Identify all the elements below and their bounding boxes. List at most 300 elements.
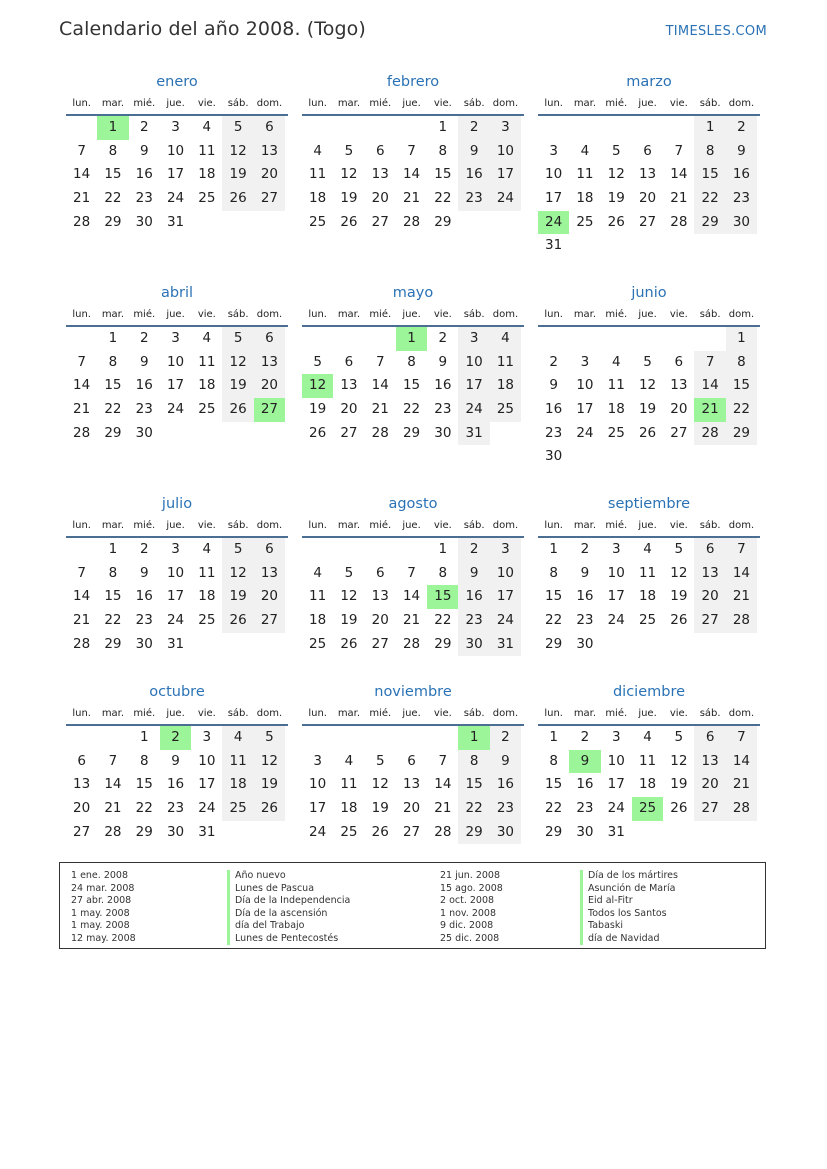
day-cell: 9 [726,140,757,164]
week-row [302,609,524,633]
weekday-label: vie. [669,309,688,320]
day-cell: 22 [104,612,122,629]
day-cell: 12 [254,750,285,774]
week-row [538,422,760,446]
day-cell: 26 [254,797,285,821]
week-row [302,797,524,821]
weekday-label: sáb. [699,98,721,109]
day-cell: 24 [198,800,216,817]
month-julio [66,494,288,656]
empty-day-cell [601,116,632,140]
week-row [538,773,760,797]
day-cell: 10 [576,377,594,394]
weekday-label: mar. [573,708,597,719]
empty-day-cell [333,116,364,140]
week-row [538,538,760,562]
day-cell: 17 [309,800,327,817]
day-cell: 8 [407,353,416,370]
holiday-day-cell: 24 [538,211,569,235]
empty-day-cell [726,234,757,258]
month-name: septiembre [607,496,691,512]
week-row [302,398,524,422]
day-cell: 12 [371,776,389,793]
week-row [538,797,760,821]
weekday-label: lun. [308,520,327,531]
weekday-label: vie. [433,98,452,109]
day-cell: 26 [340,213,358,230]
weekday-label: mar. [337,520,361,531]
day-cell: 7 [77,142,86,159]
day-cell: 3 [490,116,521,140]
day-cell: 8 [139,752,149,769]
holiday-name: Tabaski [580,920,678,933]
day-cell: 13 [638,166,657,183]
day-cell: 4 [611,353,621,370]
empty-day-cell [632,633,663,657]
month-noviembre [302,682,524,844]
day-cell: 4 [643,729,652,745]
day-cell: 6 [694,726,725,750]
day-cell: 20 [402,800,421,817]
holiday-day-cell: 21 [694,398,725,422]
month-junio [538,283,760,469]
holiday-name: día del Trabajo [227,920,350,933]
day-cell: 5 [643,353,652,370]
day-cell: 9 [458,140,489,164]
empty-day-cell [694,445,725,469]
day-cell: 13 [254,351,285,375]
day-cell: 28 [402,213,421,230]
weekday-label: sáb. [227,98,249,109]
day-cell: 3 [171,119,180,135]
day-cell: 20 [254,163,285,187]
day-cell: 27 [371,635,389,652]
week-row [302,374,524,398]
day-cell: 22 [135,800,153,817]
day-cell: 22 [694,187,725,211]
holiday-date: 1 nov. 2008 [440,907,496,919]
day-cell: 30 [135,635,153,652]
day-cell: 30 [458,633,489,657]
empty-day-cell [333,538,364,562]
legend-right-dates [440,870,503,945]
day-cell: 1 [549,541,558,557]
weekday-label: vie. [433,708,452,719]
day-cell: 20 [254,374,285,398]
weekday-label: jue. [166,520,185,531]
holiday-name: Eid al-Fitr [580,895,678,908]
day-cell: 23 [135,401,153,418]
day-cell: 10 [458,351,489,375]
day-cell: 9 [438,353,448,370]
empty-day-cell [302,538,333,562]
day-cell: 16 [135,377,153,394]
empty-day-cell [365,116,396,140]
weekday-label: dom. [256,309,283,320]
day-cell: 14 [104,776,122,793]
day-cell: 10 [309,776,327,793]
day-cell: 21 [73,612,91,629]
weekday-label: vie. [669,520,688,531]
day-cell: 20 [340,401,358,418]
day-cell: 29 [104,424,122,441]
day-cell: 6 [254,538,285,562]
weekday-label: mié. [369,520,392,531]
day-cell: 25 [222,797,253,821]
day-cell: 1 [108,541,118,557]
day-cell: 23 [545,424,563,441]
weekday-label: sáb. [699,520,721,531]
day-cell: 28 [73,424,91,441]
day-cell: 13 [670,377,688,394]
week-row [538,821,760,845]
day-cell: 24 [166,190,185,207]
day-cell: 25 [309,213,327,230]
day-cell: 17 [490,163,521,187]
day-cell: 12 [222,562,253,586]
day-cell: 11 [638,752,657,769]
day-cell: 8 [549,752,558,769]
holiday-date: 21 jun. 2008 [440,870,501,881]
day-cell: 16 [576,588,594,605]
day-cell: 25 [309,635,327,652]
empty-day-cell [726,821,757,845]
weekday-label: lun. [308,98,327,109]
day-cell: 5 [254,726,285,750]
day-cell: 27 [254,187,285,211]
weekday-label: lun. [544,520,563,531]
day-cell: 14 [73,377,91,394]
week-row [538,116,760,140]
day-cell: 3 [580,353,590,370]
day-cell: 18 [198,166,216,183]
empty-day-cell [726,633,757,657]
day-cell: 20 [254,585,285,609]
week-row [538,351,760,375]
day-cell: 17 [166,166,185,183]
day-cell: 3 [171,541,180,557]
day-cell: 17 [458,374,489,398]
holiday-day-cell: 15 [427,585,458,609]
day-cell: 8 [726,351,757,375]
day-cell: 14 [670,166,688,183]
day-cell: 3 [490,538,521,562]
day-cell: 17 [166,377,185,394]
empty-day-cell [694,234,725,258]
month-marzo [538,72,760,258]
empty-day-cell [601,445,632,469]
day-cell: 29 [726,422,757,446]
weekday-label: sáb. [463,98,485,109]
day-cell: 25 [490,398,521,422]
week-row [302,750,524,774]
week-row [66,633,288,657]
weekday-header [66,305,288,327]
day-cell: 20 [670,401,688,418]
day-cell: 3 [549,142,558,159]
holiday-name: Día de la Independencia [227,895,350,908]
day-cell: 28 [434,823,452,840]
day-cell: 2 [139,119,149,135]
empty-day-cell [663,234,694,258]
day-cell: 23 [166,800,185,817]
day-cell: 30 [545,448,563,465]
empty-day-cell [601,327,632,351]
day-cell: 3 [458,327,489,351]
day-cell: 16 [135,166,153,183]
week-row [66,163,288,187]
weekday-label: vie. [433,520,452,531]
day-cell: 15 [545,588,563,605]
day-cell: 6 [407,752,416,769]
day-cell: 11 [490,351,521,375]
month-name: octubre [149,684,205,700]
weekday-label: sáb. [699,708,721,719]
day-cell: 17 [490,585,521,609]
day-cell: 24 [490,187,521,211]
day-cell: 4 [222,726,253,750]
day-cell: 19 [670,588,688,605]
day-cell: 23 [135,612,153,629]
day-cell: 10 [166,142,185,159]
day-cell: 6 [254,327,285,351]
empty-day-cell [663,633,694,657]
day-cell: 11 [198,353,216,370]
day-cell: 22 [104,401,122,418]
day-cell: 24 [166,401,185,418]
day-cell: 26 [222,398,253,422]
empty-day-cell [726,445,757,469]
month-name: mayo [392,285,434,301]
day-cell: 11 [222,750,253,774]
day-cell: 10 [166,564,185,581]
day-cell: 31 [458,422,489,446]
holiday-day-cell: 12 [302,374,333,398]
empty-day-cell [632,821,663,845]
day-cell: 8 [438,564,448,581]
week-row [302,211,524,235]
week-row [66,398,288,422]
day-cell: 24 [490,609,521,633]
day-cell: 4 [202,541,212,557]
empty-day-cell [490,211,521,235]
day-cell: 9 [580,564,590,581]
empty-day-cell [396,116,427,140]
empty-day-cell [663,116,694,140]
empty-day-cell [254,821,285,845]
weekday-label: jue. [638,309,657,320]
day-cell: 6 [694,538,725,562]
day-cell: 7 [77,564,86,581]
day-cell: 5 [674,541,684,557]
day-cell: 6 [643,142,652,159]
day-cell: 29 [434,635,452,652]
day-cell: 25 [340,823,358,840]
weekday-label: lun. [544,98,563,109]
week-row [302,821,524,845]
holiday-date: 24 mar. 2008 [71,882,135,894]
day-cell: 20 [694,585,725,609]
day-cell: 24 [607,612,625,629]
day-cell: 19 [309,401,327,418]
week-row [66,609,288,633]
day-cell: 29 [402,424,421,441]
week-row [66,538,288,562]
day-cell: 7 [726,538,757,562]
day-cell: 16 [434,377,452,394]
day-cell: 31 [545,237,563,254]
week-row [302,187,524,211]
empty-day-cell [694,633,725,657]
day-cell: 18 [222,773,253,797]
day-cell: 21 [402,612,421,629]
week-row [538,726,760,750]
empty-day-cell [66,538,97,562]
empty-day-cell [396,726,427,750]
weekday-label: mar. [337,309,361,320]
week-row [66,797,288,821]
day-cell: 16 [458,585,489,609]
day-cell: 5 [222,538,253,562]
weekday-label: mié. [605,708,628,719]
day-cell: 5 [344,142,354,159]
day-cell: 15 [694,163,725,187]
week-row [538,234,760,258]
holiday-name: Año nuevo [227,870,350,883]
weekday-label: mié. [369,309,392,320]
day-cell: 16 [545,401,563,418]
day-cell: 14 [73,166,91,183]
day-cell: 22 [434,612,452,629]
weekday-label: dom. [492,98,519,109]
day-cell: 6 [344,353,354,370]
holiday-date: 27 abr. 2008 [71,895,132,906]
holiday-day-cell: 1 [396,327,427,351]
empty-day-cell [694,327,725,351]
day-cell: 29 [458,821,489,845]
day-cell: 13 [371,588,389,605]
weekday-label: jue. [402,309,421,320]
empty-day-cell [254,633,285,657]
weekday-label: mié. [133,708,156,719]
holiday-day-cell: 27 [254,398,285,422]
day-cell: 4 [313,142,322,159]
day-cell: 24 [576,424,594,441]
empty-day-cell [538,116,569,140]
day-cell: 5 [611,142,621,159]
page-title: Calendario del año 2008. (Togo) [59,18,366,40]
weekday-label: mié. [605,98,628,109]
day-cell: 12 [607,166,625,183]
day-cell: 15 [104,166,122,183]
day-cell: 10 [166,353,185,370]
week-row [302,538,524,562]
day-cell: 16 [490,773,521,797]
day-cell: 16 [576,776,594,793]
holiday-name: día de Navidad [580,933,678,946]
holiday-day-cell: 1 [458,726,489,750]
day-cell: 16 [726,163,757,187]
weekday-label: mar. [101,98,125,109]
day-cell: 4 [313,564,322,581]
week-row [302,726,524,750]
day-cell: 12 [638,377,657,394]
weekday-header [538,305,760,327]
week-row [538,327,760,351]
day-cell: 27 [638,213,657,230]
empty-day-cell [632,234,663,258]
weekday-label: vie. [197,520,216,531]
weekday-label: lun. [544,309,563,320]
empty-day-cell [66,726,97,750]
day-cell: 14 [402,166,421,183]
day-cell: 4 [643,541,652,557]
day-cell: 29 [135,823,153,840]
day-cell: 28 [670,213,688,230]
week-row [66,773,288,797]
empty-day-cell [191,422,222,446]
day-cell: 27 [694,797,725,821]
day-cell: 13 [73,776,91,793]
day-cell: 11 [309,588,327,605]
empty-day-cell [458,211,489,235]
week-row [302,422,524,446]
holiday-day-cell: 9 [569,750,600,774]
empty-day-cell [569,116,600,140]
day-cell: 22 [545,800,563,817]
week-row [66,211,288,235]
day-cell: 26 [222,609,253,633]
day-cell: 2 [549,353,558,370]
day-cell: 8 [108,564,118,581]
month-name: julio [161,496,193,512]
day-cell: 31 [198,823,216,840]
legend-left-names [227,870,350,945]
empty-day-cell [694,821,725,845]
day-cell: 9 [139,142,149,159]
day-cell: 11 [576,166,594,183]
day-cell: 28 [371,424,389,441]
weekday-label: lun. [544,708,563,719]
weekday-label: mié. [133,520,156,531]
week-row [66,327,288,351]
day-cell: 20 [73,800,91,817]
empty-day-cell [333,726,364,750]
week-row [538,750,760,774]
day-cell: 20 [694,773,725,797]
weekday-header [66,516,288,538]
day-cell: 10 [490,140,521,164]
empty-day-cell [365,327,396,351]
empty-day-cell [601,633,632,657]
day-cell: 1 [108,330,118,346]
month-name: diciembre [612,684,686,700]
day-cell: 31 [607,823,625,840]
empty-day-cell [160,422,191,446]
weekday-label: mié. [133,309,156,320]
weekday-header [66,94,288,116]
day-cell: 21 [371,401,389,418]
month-febrero [302,72,524,234]
day-cell: 8 [694,140,725,164]
weekday-header [538,516,760,538]
day-cell: 19 [371,800,389,817]
week-row [66,187,288,211]
brand-link[interactable]: TIMESLES.COM [665,24,767,39]
month-name: abril [160,285,194,301]
day-cell: 16 [458,163,489,187]
day-cell: 9 [171,752,180,769]
